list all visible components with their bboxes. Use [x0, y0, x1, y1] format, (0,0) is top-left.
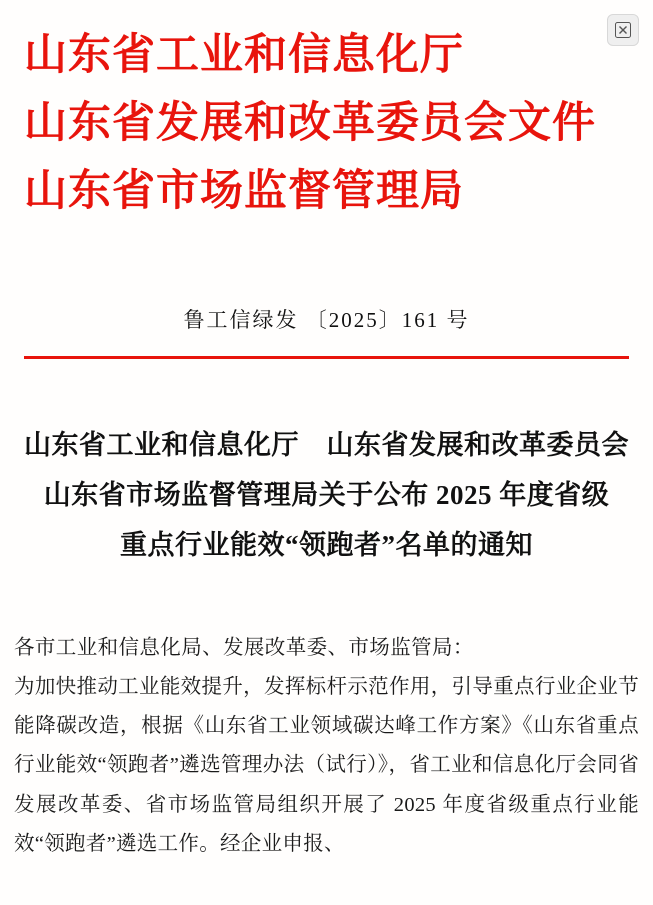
title-line-1: 山东省工业和信息化厅 山东省发展和改革委员会 — [24, 429, 629, 460]
issuing-org-line-2: 山东省发展和改革委员会文件 — [24, 99, 596, 147]
issuing-org-line-3: 山东省市场监督管理局 — [24, 167, 464, 215]
close-icon-glyph — [615, 22, 631, 38]
title-line-3: 重点行业能效“领跑者”名单的通知 — [120, 529, 533, 560]
document-title — [0, 421, 653, 571]
close-icon[interactable] — [607, 14, 639, 46]
title-line-2: 山东省市场监督管理局关于公布 2025 年度省级 — [43, 479, 610, 510]
issuing-org-line-1: 山东省工业和信息化厅 — [24, 32, 464, 79]
salutation: 各市工业和信息化局、发展改革委、市场监管局： — [14, 636, 474, 659]
body-paragraph-1: 为加快推动工业能效提升，发挥标杆示范作用，引导重点行业企业节能降碳改造，根据《山东省工业领域碳达峰工作方案》《山东省重点行业能效“领跑者”遴选管理办法（试行）》，省工业和信息化厅会同省发展改革委、省市场监管局组织开展了 2025 年度省级重点行业能效“领跑者”遴选工作。经企业申报、 — [14, 675, 639, 855]
document-body — [0, 668, 653, 865]
document-header — [0, 0, 653, 226]
red-divider-rule — [24, 356, 629, 359]
document-number: 鲁工信绿发 〔2025〕161 号 — [183, 307, 470, 332]
